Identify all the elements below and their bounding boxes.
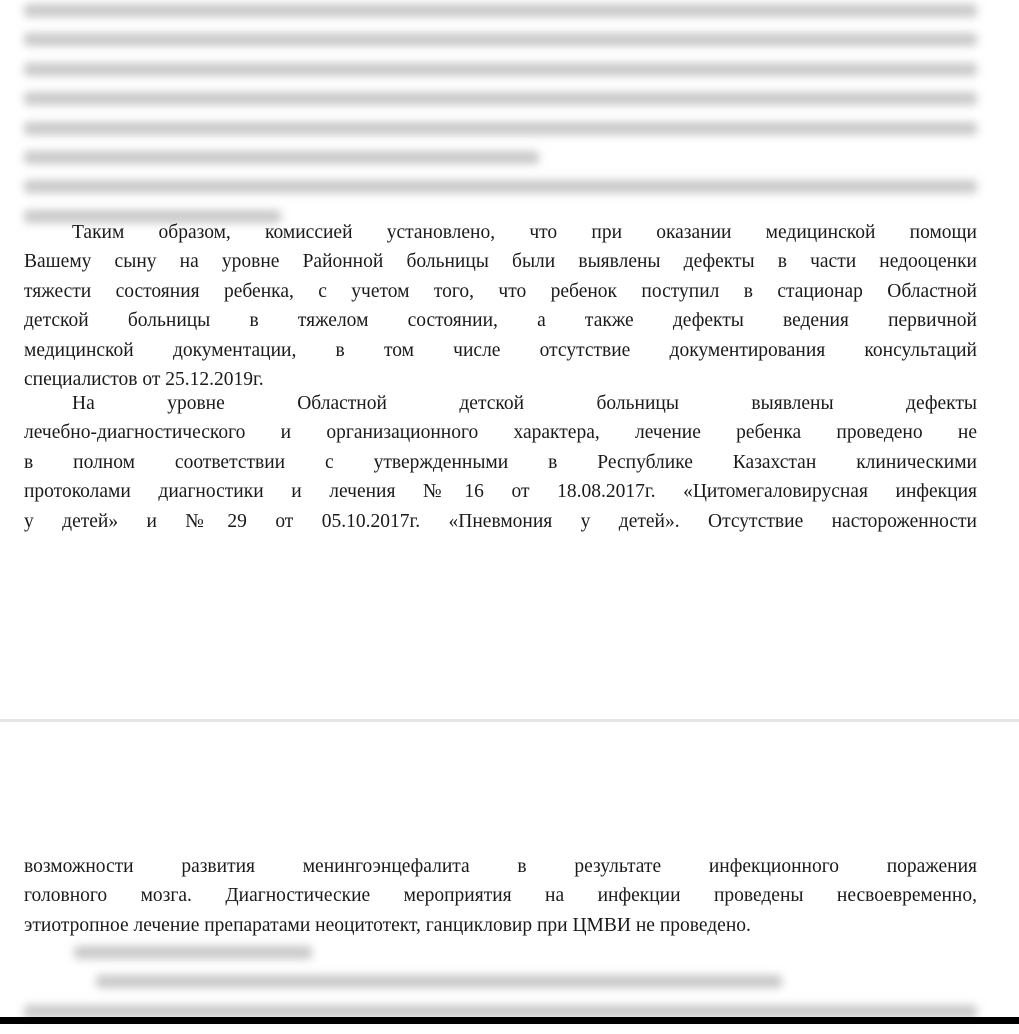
text-line: детской больницы в тяжелом состоянии, а также дефекты ведения первичной (24, 310, 977, 332)
text-line: медицинской документации, в том числе отсутствие документирования консультаций (24, 339, 977, 361)
blurred-text-top (24, 4, 977, 239)
paragraph-continuation (24, 852, 977, 940)
text-line: возможности развития менингоэнцефалита в результате инфекционного поражения (24, 856, 977, 877)
text-line: этиотропное лечение препаратами неоцитотект, ганцикловир при ЦМВИ не проведено. (24, 914, 751, 936)
paragraph-commission-findings (24, 218, 977, 394)
text-line: Вашему сыну на уровне Районной больницы были выявлены дефекты в части недооценки (24, 251, 977, 273)
text-line: На уровне Областной детской больницы выявлены дефекты (72, 393, 977, 414)
text-line: тяжести состояния ребенка, с учетом того, что ребенок поступил в стационар Областной (24, 280, 977, 302)
bottom-edge-bar (0, 1017, 1019, 1024)
text-line: у детей» и №29 от 05.10.2017г. «Пневмония у детей». Отсутствие настороженности (24, 510, 977, 532)
text-line: специалистов от 25.12.2019г. (24, 369, 264, 391)
page-break-divider (0, 719, 1019, 722)
text-line: Таким образом, комиссией установлено, что при оказании медицинской помощи (72, 222, 977, 243)
text-line: головного мозга. Диагностические мероприятия на инфекции проведены несвоевременно, (24, 885, 977, 907)
text-line: в полном соответствии с утвержденными в Республике Казахстан клиническими (24, 451, 977, 473)
text-line: протоколами диагностики и лечения №16 от 18.08.2017г. «Цитомегаловирусная инфекция (24, 481, 977, 503)
paragraph-regional-hospital-defects (24, 389, 977, 536)
text-line: лечебно-диагностического и организационного характера, лечение ребенка проведено не (24, 422, 977, 444)
